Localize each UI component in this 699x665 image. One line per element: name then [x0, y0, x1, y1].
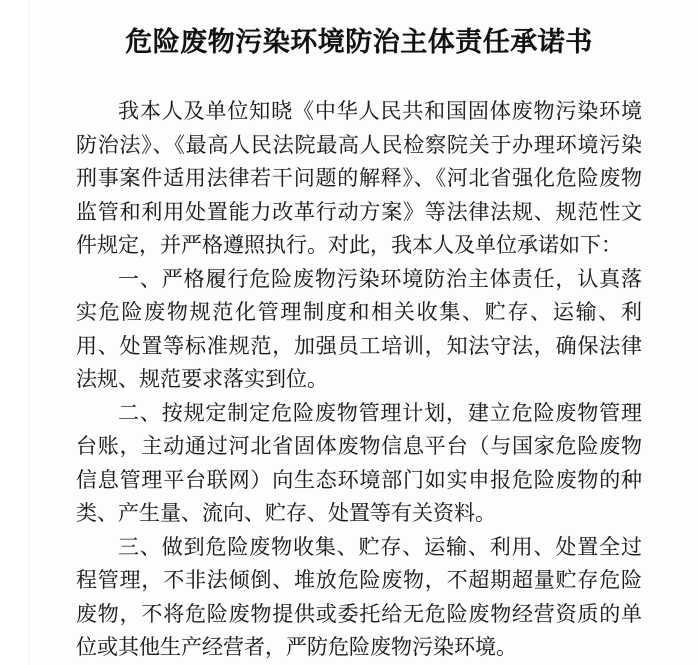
document-body — [76, 95, 642, 665]
paragraph-item-1: 一、严格履行危险废物污染环境防治主体责任，认真落实危险废物规范化管理制度和相关收集、贮存、运输、利用、处置等标准规范，加强员工培训，知法守法，确保法律法规、规范要求落实到位。 — [76, 266, 642, 391]
document-title: 危险废物污染环境防治主体责任承诺书 — [125, 27, 593, 57]
page-edge-shading — [0, 0, 29, 665]
paragraph-item-2: 二、按规定制定危险废物管理计划，建立危险废物管理台账，主动通过河北省固体废物信息平台（与国家危险废物信息管理平台联网）向生态环境部门如实申报危险废物的种类、产生量、流向、贮存、处置等有关资料。 — [76, 400, 642, 525]
paragraph-intro: 我本人及单位知晓《中华人民共和国固体废物污染环境防治法》、《最高人民法院最高人民检察院关于办理环境污染刑事案件适用法律若干问题的解释》、《河北省强化危险废物监管和利用处置能力改革行动方案》等法律法规、规范性文件规定，并严格遵照执行。对此，我本人及单位承诺如下： — [76, 99, 642, 257]
document-page — [76, 0, 642, 665]
paragraph-item-3: 三、做到危险废物收集、贮存、运输、利用、处置全过程管理，不非法倾倒、堆放危险废物，不超期超量贮存危险废物，不将危险废物提供或委托给无危险废物经营资质的单位或其他生产经营者，严防危险废物污染环境。 — [76, 534, 642, 659]
